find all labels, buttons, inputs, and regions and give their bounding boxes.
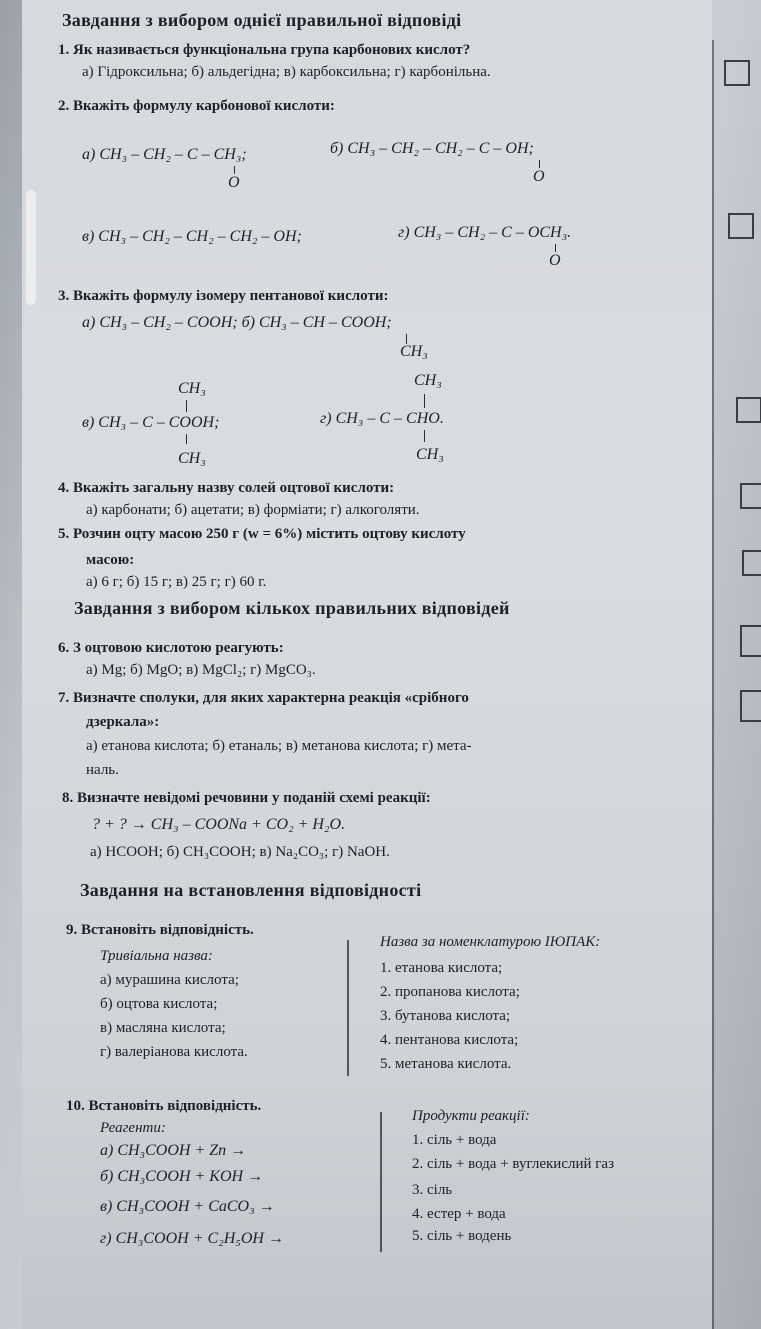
q3-d-top: CH₃: [414, 372, 442, 389]
q9-right-item-5: 5. метанова кислота.: [380, 1056, 512, 1072]
answer-box-2[interactable]: [728, 213, 754, 239]
q2-d-double-bond: [555, 244, 556, 252]
q10-right-item-1: 1. сіль + вода: [412, 1132, 497, 1148]
q9-right-item-3: 3. бутанова кислота;: [380, 1008, 511, 1024]
q9-left-item-b: б) оцтова кислота;: [100, 996, 218, 1012]
q9-left-item-a: а) мурашина кислота;: [100, 972, 239, 988]
section-title-multiple-choice: Завдання з вибором кількох правильних відповідей: [74, 598, 510, 618]
answer-box-3[interactable]: [736, 397, 761, 423]
q2-a-oxygen: O: [228, 174, 240, 191]
q3-c-top: CH₃: [178, 380, 206, 397]
q9-question: 9. Встановіть відповідність.: [66, 922, 254, 938]
q4-answers: а) карбонати; б) ацетати; в) форміати; г) алкоголяти.: [86, 502, 420, 518]
q2-b-double-bond: [539, 160, 540, 168]
q7-answers-line2: наль.: [86, 762, 119, 778]
q10-left-header: Реагенти:: [100, 1120, 166, 1136]
q8-scheme: ? + ? → CH₃ – COONa + CO₂ + H₂O.: [92, 816, 346, 833]
q3-d-bottom: CH₃: [416, 446, 444, 463]
q2-a-double-bond: [234, 166, 235, 174]
answer-box-5[interactable]: [742, 550, 761, 576]
q7-question-line2: дзеркала»:: [86, 714, 160, 730]
q3-option-d: г) CH₃ – C – CHO.: [320, 410, 444, 427]
q9-left-item-c: в) масляна кислота;: [100, 1020, 226, 1036]
q2-option-a: а) CH₃ – CH₂ – C – CH₃;: [82, 146, 247, 163]
q9-right-header: Назва за номенклатурою ІЮПАК:: [380, 934, 601, 950]
answer-box-7[interactable]: [740, 690, 761, 722]
light-glare: [26, 190, 36, 305]
q1-answers: а) Гідроксильна; б) альдегідна; в) карбоксильна; г) карбонільна.: [82, 64, 491, 80]
q10-left-item-a: а) CH₃COOH + Zn →: [100, 1142, 247, 1159]
q8-answers: а) HCOOH; б) CH₃COOH; в) Na₂CO₃; г) NaOH.: [90, 844, 390, 860]
q9-left-item-d: г) валеріанова кислота.: [100, 1044, 248, 1060]
section-title-single-choice: Завдання з вибором однієї правильної відповіді: [62, 10, 462, 30]
q3-d-bond-bottom: [424, 430, 425, 442]
q10-right-item-3: 3. сіль: [412, 1182, 453, 1198]
right-margin-line: [712, 40, 714, 1329]
q10-question: 10. Встановіть відповідність.: [66, 1098, 262, 1114]
q2-option-c: в) CH₃ – CH₂ – CH₂ – CH₂ – OH;: [82, 228, 302, 245]
q3-c-bond-bottom: [186, 434, 187, 444]
q9-right-item-4: 4. пентанова кислота;: [380, 1032, 519, 1048]
q10-divider: [380, 1112, 382, 1252]
q10-left-item-b: б) CH₃COOH + KOH →: [100, 1168, 264, 1185]
q9-divider: [347, 940, 349, 1076]
q3-c-bottom: CH₃: [178, 450, 206, 467]
q10-left-item-d: г) CH₃COOH + C₂H₅OH →: [100, 1230, 284, 1247]
q8-question: 8. Визначте невідомі речовини у поданій схемі реакції:: [62, 790, 431, 806]
q3-question: 3. Вкажіть формулу ізомеру пентанової кислоти:: [58, 288, 389, 304]
q5-answers: а) 6 г; б) 15 г; в) 25 г; г) 60 г.: [86, 574, 267, 590]
q2-question: 2. Вкажіть формулу карбонової кислоти:: [58, 98, 335, 114]
q2-b-oxygen: O: [533, 168, 545, 185]
q7-answers-line1: а) етанова кислота; б) етаналь; в) метанова кислота; г) мета-: [86, 738, 472, 754]
q10-right-item-2: 2. сіль + вода + вуглекислий газ: [412, 1156, 615, 1172]
q1-question: 1. Як називається функціональна група карбонових кислот?: [58, 42, 471, 58]
q2-option-b: б) CH₃ – CH₂ – CH₂ – C – OH;: [330, 140, 534, 157]
q9-right-item-1: 1. етанова кислота;: [380, 960, 503, 976]
q5-question-line2: масою:: [86, 552, 135, 568]
q10-right-header: Продукти реакції:: [412, 1108, 530, 1124]
q7-question-line1: 7. Визначте сполуки, для яких характерна реакція «срібного: [58, 690, 469, 706]
answer-box-4[interactable]: [740, 483, 761, 509]
q3-options-ab: а) CH₃ – CH₂ – COOH; б) CH₃ – CH – COOH;: [82, 314, 392, 331]
q3-c-bond-top: [186, 400, 187, 412]
q3-d-bond-top: [424, 394, 425, 408]
q3-option-c: в) CH₃ – C – COOH;: [82, 414, 220, 431]
q2-option-d: г) CH₃ – CH₂ – C – OCH₃.: [398, 224, 572, 241]
q9-left-header: Тривіальна назва:: [100, 948, 213, 964]
q9-right-item-2: 2. пропанова кислота;: [380, 984, 520, 1000]
answer-box-6[interactable]: [740, 625, 761, 657]
answer-box-1[interactable]: [724, 60, 750, 86]
q3-b-substituent: CH₃: [400, 343, 428, 360]
q2-d-oxygen: O: [549, 252, 561, 269]
q6-answers: а) Mg; б) MgO; в) MgCl₂; г) MgCO₃.: [86, 662, 316, 678]
q10-left-item-c: в) CH₃COOH + CaCO₃ →: [100, 1198, 275, 1215]
q10-right-item-4: 4. естер + вода: [412, 1206, 506, 1222]
section-title-matching: Завдання на встановлення відповідності: [80, 880, 422, 900]
q6-question: 6. З оцтовою кислотою реагують:: [58, 640, 284, 656]
q5-question-line1: 5. Розчин оцту масою 250 г (w = 6%) містить оцтову кислоту: [58, 526, 466, 542]
q4-question: 4. Вкажіть загальну назву солей оцтової кислоти:: [58, 480, 395, 496]
q10-right-item-5: 5. сіль + водень: [412, 1228, 512, 1244]
